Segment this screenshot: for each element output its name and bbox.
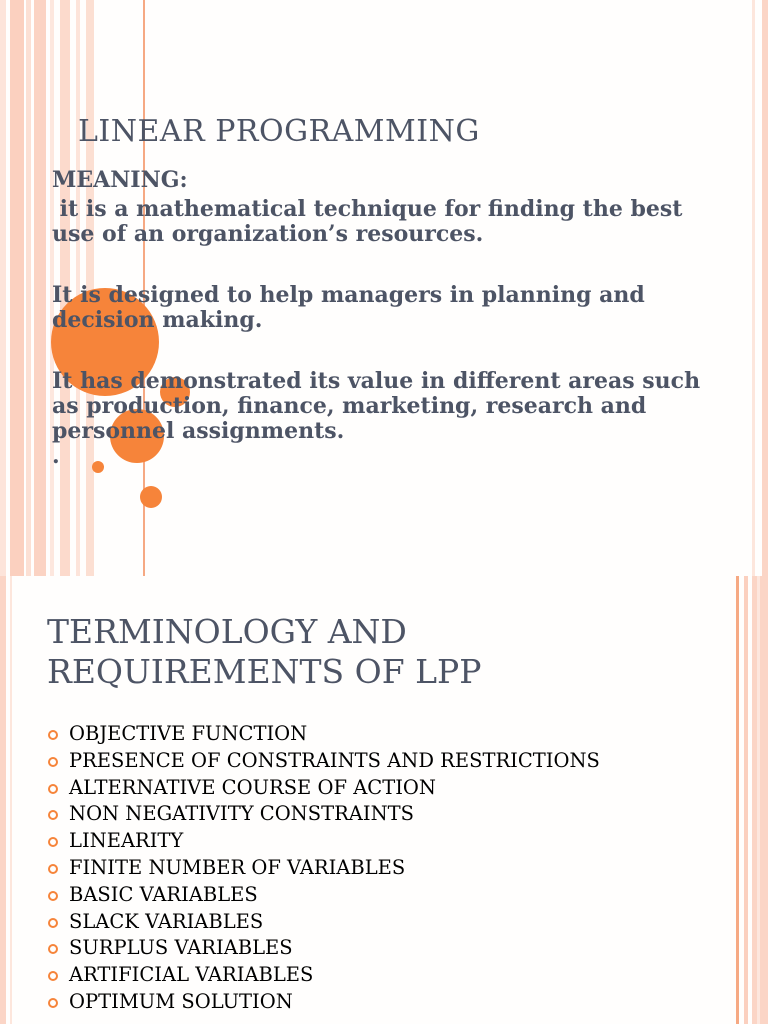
bullet-icon [48,810,58,820]
title-line-2: REQUIREMENTS OF LPP [47,652,482,691]
list-item [48,989,600,1016]
list-item [48,962,600,989]
list-item-label: ARTIFICIAL VARIABLES [69,963,314,987]
list-item-label: LINEARITY [69,829,184,853]
purpose-paragraph: It is designed to help managers in planning and decision making. [52,282,645,333]
decor-stripe [0,0,6,576]
list-item [48,935,600,962]
slide-title [47,612,481,692]
decor-stripe [0,576,6,1024]
value-paragraph: It has demonstrated its value in different areas such as production, finance, marketing, research and personnel assignments. [52,368,701,444]
list-item [48,828,600,855]
decor-stripe [736,576,739,1024]
list-item [48,909,600,936]
bullet-icon [48,864,58,874]
decor-circle-small [140,486,162,508]
bullet-icon [48,837,58,847]
slide-title: LINEAR PROGRAMMING [78,114,480,149]
slide-terminology [0,576,768,1024]
list-item-label: OPTIMUM SOLUTION [69,989,293,1013]
meaning-heading: MEANING: [52,167,188,193]
decor-stripe [752,0,755,576]
list-item [48,855,600,882]
list-item-label: FINITE NUMBER OF VARIABLES [69,855,406,879]
bullet-icon [48,944,58,954]
decor-stripe [762,0,768,576]
list-item [48,801,600,828]
bullet-icon [48,757,58,767]
decor-stripe [757,576,760,1024]
list-item [48,882,600,909]
decor-stripe [10,0,24,576]
list-item [48,748,600,775]
definition-paragraph: it is a mathematical technique for finding the best use of an organization’s resources. [52,196,691,247]
list-item-label: NON NEGATIVITY CONSTRAINTS [69,802,415,826]
list-item-label: OBJECTIVE FUNCTION [69,722,308,745]
bullet-icon [48,891,58,901]
terminology-list [48,721,600,1016]
list-item [48,721,600,748]
list-item-label: SLACK VARIABLES [69,909,264,933]
trailing-dot: . [52,443,60,469]
list-item-label: PRESENCE OF CONSTRAINTS AND RESTRICTIONS [69,748,600,772]
decor-stripe [34,0,46,576]
bullet-icon [48,730,58,740]
list-item-label: BASIC VARIABLES [69,882,258,906]
list-item [48,775,600,802]
list-item-label: ALTERNATIVE COURSE OF ACTION [69,775,436,799]
decor-stripe [26,0,31,576]
slide-body [52,168,732,469]
bullet-icon [48,971,58,981]
decor-stripe [10,576,12,1024]
bullet-icon [48,918,58,928]
list-item-label: SURPLUS VARIABLES [69,936,293,960]
decor-stripe [744,576,748,1024]
decor-stripe [752,576,768,1024]
title-line-1: TERMINOLOGY AND [47,612,407,651]
bullet-icon [48,998,58,1008]
bullet-icon [48,784,58,794]
